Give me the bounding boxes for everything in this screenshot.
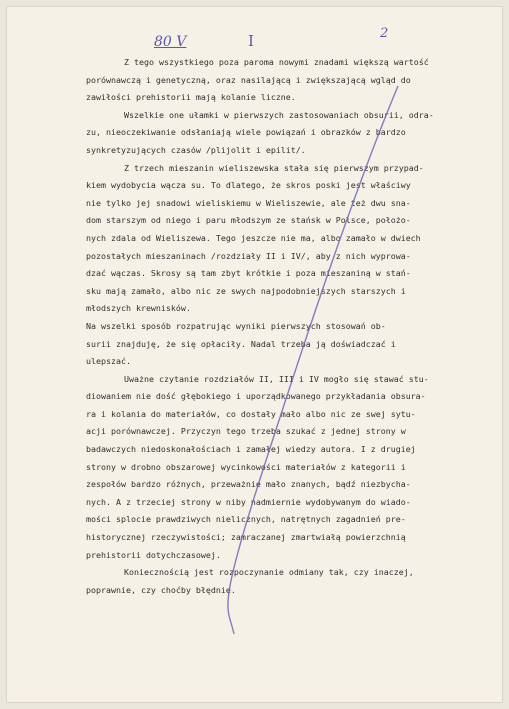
text-line: strony w drobno obszarowej wycinkowości materiałów z kategorii i <box>86 461 406 472</box>
text-line: mości splocie prawdziwych nielicznych, natrętnych zagadnień pre- <box>86 514 406 525</box>
text-line: nych. A z trzeciej strony w niby nadmiernie wydobywanym do wiado- <box>86 496 411 507</box>
handwritten-annotation-middle: I <box>248 32 254 50</box>
paragraph <box>86 371 496 565</box>
typewritten-text <box>86 54 496 599</box>
text-line: nie tylko jej snadowi wieliskiemu w Wieliszewie, ale też dwu sna- <box>86 197 411 208</box>
text-line: sku mają zamało, albo nic ze swych najpodobniejszych starszych i <box>86 285 406 296</box>
paragraph <box>86 564 496 599</box>
text-line: Wszelkie one ułamki w pierwszych zastosowaniach obsurii, odra- <box>124 109 434 120</box>
text-line: Na wszelki sposób rozpatrując wyniki pierwszych stosowań ob- <box>86 320 386 331</box>
text-line: porównawczą i genetyczną, oraz nasilającą i zwiększającą wgląd do <box>86 74 411 85</box>
text-line: dzać wączas. Skrosy są tam zbyt krótkie i poza mieszaniną w stań- <box>86 268 411 279</box>
handwritten-annotation-left: 80 V <box>154 34 187 50</box>
text-line: Z trzech mieszanin wieliszewska stała się pierwszym przypad- <box>124 162 424 173</box>
text-line: nych zdala od Wieliszewa. Tego jeszcze nie ma, albo zamało w dwiech <box>86 232 421 243</box>
paragraph <box>86 54 496 107</box>
text-line: surii znajduję, że się opłaciły. Nadal trzeba ją doświadczać i <box>86 338 396 349</box>
text-line: historycznej rzeczywistości; zamraczanej zmartwiałą powierzchnią <box>86 532 406 543</box>
text-line: zespołów bardzo różnych, przeważnie mało znanych, bądź niezbycha- <box>86 479 411 490</box>
text-line: Koniecznością jest rozpoczynanie odmiany tak, czy inaczej, <box>124 567 414 578</box>
text-line: kiem wydobycia wącza su. To dlatego, że skros poski jest właściwy <box>86 180 411 191</box>
document-page <box>6 6 503 703</box>
paragraph <box>86 318 496 371</box>
text-line: zawiłości prehistorii mają kolanie liczne. <box>86 92 296 103</box>
text-line: młodszych krewnisków. <box>86 303 191 314</box>
paragraph <box>86 107 496 160</box>
paragraph <box>86 160 496 318</box>
text-line: acji porównawczej. Przyczyn tego trzeba szukać z jednej strony w <box>86 426 406 437</box>
text-line: ulepszać. <box>86 356 131 367</box>
handwritten-annotation-right: 2 <box>380 26 389 41</box>
text-line: zu, nieoczekiwanie odsłaniają wiele powiązań i obrazków z bardzo <box>86 127 406 138</box>
text-line: dom starszym od niego i paru młodszym ze stańsk w Polsce, położo- <box>86 215 411 226</box>
text-line: pozostałych mieszaninach /rozdziały II i IV/, aby z nich wyprowa- <box>86 250 411 261</box>
text-line: poprawnie, czy choćby błędnie. <box>86 584 236 595</box>
text-line: prehistorii dotychczasowej. <box>86 549 221 560</box>
text-line: synkretyzujących czasów /plijolit i epilit/. <box>86 144 306 155</box>
text-line: diowaniem nie dość głębokiego i uporządkowanego przykładania obsura- <box>86 391 426 402</box>
text-line: ra i kolania do materiałów, co dostały mało albo nic ze swej sytu- <box>86 408 416 419</box>
text-line: Uważne czytanie rozdziałów II, III i IV mogło się stawać stu- <box>124 373 429 384</box>
text-line: badawczych niedoskonałościach i zamałej wiedzy autora. I z drugiej <box>86 444 416 455</box>
text-line: Z tego wszystkiego poza paroma nowymi znadami większą wartość <box>124 57 429 67</box>
